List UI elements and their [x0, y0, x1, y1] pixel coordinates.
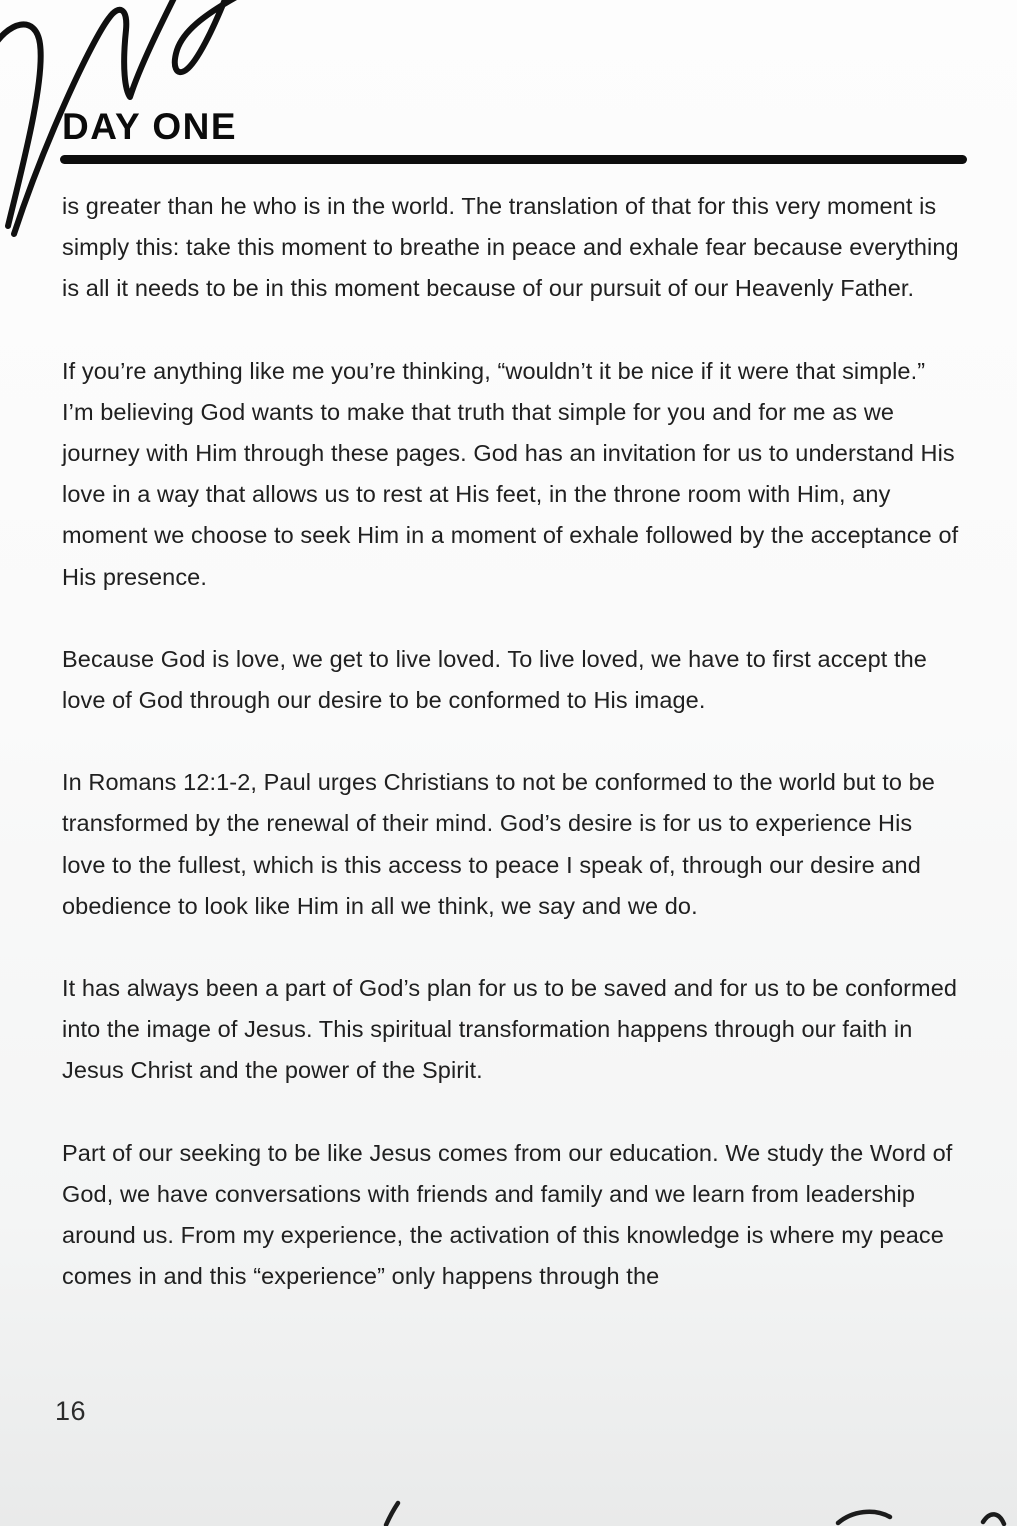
body-paragraph: Because God is love, we get to live loved. To live loved, we have to first accept the love of God through our desire to be conformed to His image.	[62, 645, 927, 714]
bottom-script-fragment-icon	[0, 1494, 1017, 1526]
body-paragraph: Part of our seeking to be like Jesus comes from our education. We study the Word of God, we have conversations with friends and family and we learn from leadership around us. From my experience, the activation of this knowledge is where my peace comes in and this “experience” only happens through the	[62, 1139, 953, 1290]
body-text	[62, 186, 962, 1338]
title-underline-rule	[60, 155, 967, 164]
body-paragraph: It has always been a part of God’s plan for us to be saved and for us to be conformed into the image of Jesus. This spiritual transformation happens through our faith in Jesus Christ and the power of the Spirit.	[62, 975, 958, 1084]
page-number: 16	[55, 1396, 87, 1426]
page-title: DAY ONE	[62, 106, 238, 147]
body-paragraph: If you’re anything like me you’re thinking, “wouldn’t it be nice if it were that simple.” I’m believing God wants to make that truth that simple for you and for me as we journey with Him through these pages. God has an invitation for us to understand His love in a way that allows us to rest at His feet, in the throne room with Him, any moment we choose to seek Him in a moment of exhale followed by the acceptance of His presence.	[62, 357, 959, 590]
body-paragraph: is greater than he who is in the world. The translation of that for this very moment is simply this: take this moment to breathe in peace and exhale fear because everything is all it needs to be in this moment because of our pursuit of our Heavenly Father.	[62, 193, 959, 302]
page-header	[62, 108, 967, 164]
body-paragraph: In Romans 12:1-2, Paul urges Christians to not be conformed to the world but to be transformed by the renewal of their mind. God’s desire is for us to experience His love to the fullest, which is this access to peace I speak of, through our desire and obedience to look like Him in all we think, we say and we do.	[62, 769, 935, 919]
